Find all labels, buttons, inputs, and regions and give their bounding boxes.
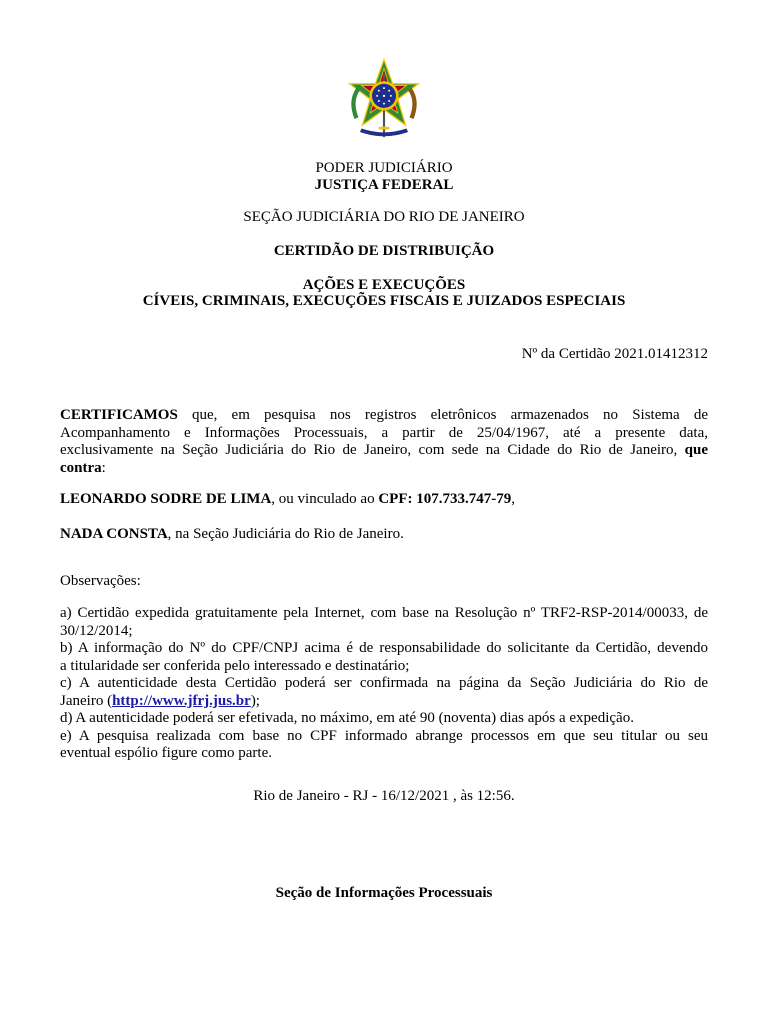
certification-line-2: Acompanhamento e Informações Processuais, a partir de 25/04/1967, até a presente data,: [60, 424, 708, 441]
certification-line-1-text: que, em pesquisa nos registros eletrônicos armazenados no Sistema de: [177, 407, 708, 423]
result-line: [60, 526, 708, 544]
contra-colon: :: [101, 459, 106, 476]
document-title: CERTIDÃO DE DISTRIBUIÇÃO: [273, 243, 495, 259]
que-label: que: [684, 442, 708, 458]
certification-line-1: [60, 407, 708, 425]
certification-line-4: [60, 460, 708, 478]
document-subtitle-2: CÍVEIS, CRIMINAIS, EXECUÇÕES FISCAIS E JUIZADOS ESPECIAIS: [142, 293, 626, 309]
subject-name: LEONARDO SODRE DE LIMA: [60, 491, 272, 507]
result-text: , na Seção Judiciária do Rio de Janeiro.: [167, 526, 404, 542]
observation-e-line-2: eventual espólio figure como parte.: [60, 745, 273, 761]
header-line-2: JUSTIÇA FEDERAL: [314, 177, 454, 193]
observation-e-line-1: e) A pesquisa realizada com base no CPF informado abrange processos em que seu titular ou seu: [60, 727, 708, 744]
observations-list: [60, 605, 708, 763]
observation-a-line-2: 30/12/2014;: [60, 622, 133, 639]
observation-c-line-1: c) A autenticidade desta Certidão poderá ser confirmada na página da Seção Judiciária do Rio de: [60, 675, 708, 691]
subject-link-text: , ou vinculado ao: [271, 491, 379, 507]
jfrj-website-link[interactable]: http://www.jfrj.jus.br: [112, 692, 251, 709]
certificate-number: Nº da Certidão 2021.01412312: [521, 346, 708, 362]
certification-line-3: [60, 442, 708, 460]
certification-paragraph: [60, 407, 708, 477]
observations-heading: Observações:: [60, 573, 141, 589]
subject-comma: ,: [511, 491, 515, 507]
subject-line: [60, 491, 708, 509]
observation-d: d) A autenticidade poderá ser efetivada, no máximo, em até 90 (noventa) dias após a expedição.: [60, 710, 634, 726]
header-line-1: PODER JUDICIÁRIO: [315, 160, 453, 176]
subject-cpf: CPF: 107.733.747-79: [378, 491, 512, 507]
certification-line-3-text: exclusivamente na Seção Judiciária do Rio de Janeiro, com sede na Cidade do Rio de Janeiro,: [60, 442, 685, 458]
contra-label: contra: [60, 459, 102, 476]
nada-consta-label: NADA CONSTA: [60, 526, 168, 542]
observation-c-line-2: [60, 693, 708, 711]
observation-b-line-2: a titularidade ser conferida pelo interessado e destinatário;: [60, 657, 410, 674]
header-line-3: SEÇÃO JUDICIÁRIA DO RIO DE JANEIRO: [243, 209, 525, 225]
observation-c-prefix: Janeiro (: [60, 692, 113, 709]
place-and-date: Rio de Janeiro - RJ - 16/12/2021 , às 12:56.: [253, 788, 515, 804]
observation-b-line-1: b) A informação do Nº do CPF/CNPJ acima é de responsabilidade do solicitante da Certidão, devendo: [60, 640, 708, 656]
brazil-coat-of-arms-icon: [341, 58, 427, 144]
issuing-section: Seção de Informações Processuais: [275, 885, 493, 901]
certificamos-label: CERTIFICAMOS: [60, 407, 178, 423]
document-subtitle-1: AÇÕES E EXECUÇÕES: [302, 277, 466, 293]
observation-a-line-1: a) Certidão expedida gratuitamente pela Internet, com base na Resolução nº TRF2-RSP-2014/00033, de: [60, 605, 708, 621]
observation-c-suffix: );: [250, 692, 260, 709]
